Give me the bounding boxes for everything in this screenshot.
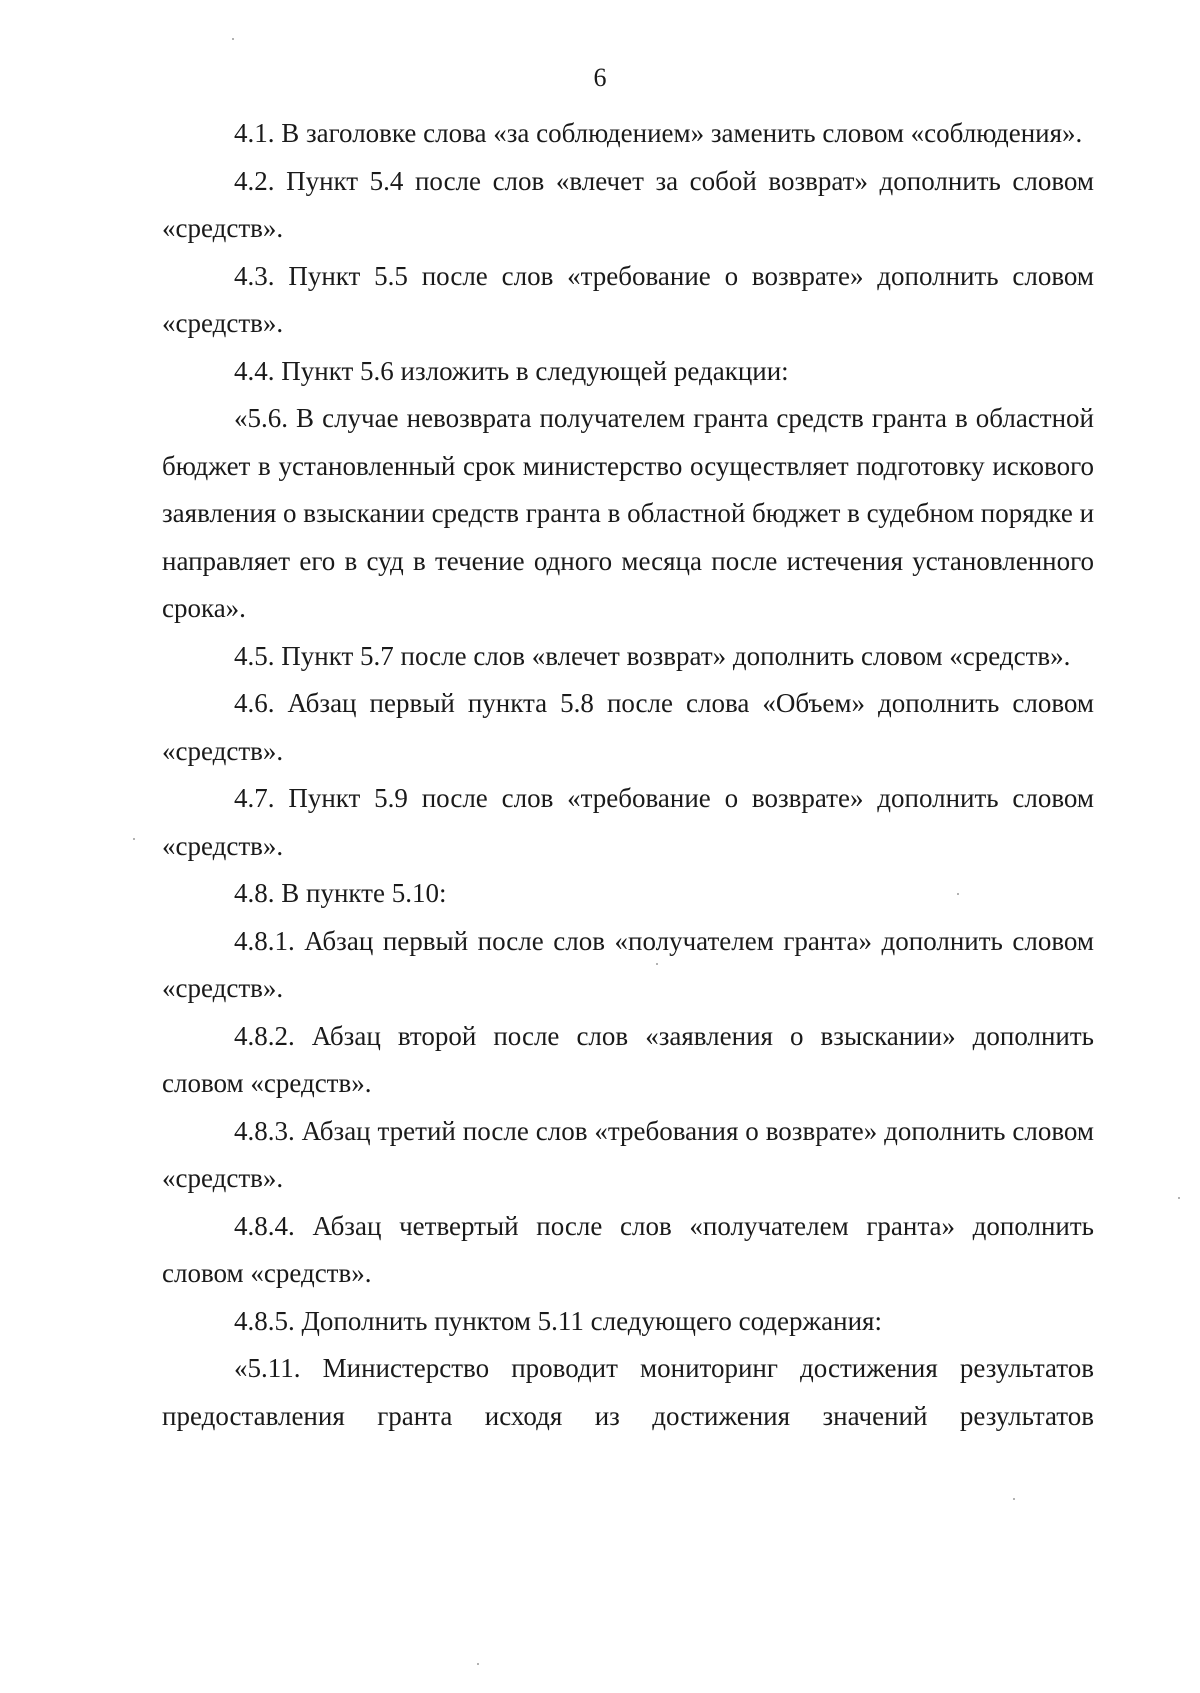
paragraph-4-5: 4.5. Пункт 5.7 после слов «влечет возврат» дополнить словом «средств». [234, 640, 1071, 671]
paragraph-4-8-1: 4.8.1. Абзац первый после слов «получателем гранта» дополнить словом «средств». [162, 925, 1094, 1003]
scan-speck [1178, 1197, 1180, 1199]
paragraph-4-6: 4.6. Абзац первый пункта 5.8 после слова «Объем» дополнить словом «средств». [162, 688, 1094, 766]
paragraph-4-7: 4.7. Пункт 5.9 после слов «требование о возврате» дополнить словом «средств». [162, 783, 1094, 861]
paragraph-4-2: 4.2. Пункт 5.4 после слов «влечет за собой возврат» дополнить словом «средств». [162, 165, 1094, 243]
paragraph-4-1: 4.1. В заголовке слова «за соблюдением» заменить словом «соблюдения». [234, 118, 1083, 148]
paragraph-4-8: 4.8. В пункте 5.10: [234, 878, 447, 908]
scan-speck [133, 838, 135, 840]
page-number: 6 [593, 63, 607, 92]
paragraph-4-8-4: 4.8.4. Абзац четвертый после слов «получателем гранта» дополнить словом «средств». [162, 1210, 1094, 1288]
scan-speck [1013, 1498, 1015, 1500]
paragraph-4-4: 4.4. Пункт 5.6 изложить в следующей редакции: [234, 355, 789, 386]
scan-speck [957, 893, 959, 895]
paragraph-4-8-3: 4.8.3. Абзац третий после слов «требования о возврате» дополнить словом «средств». [162, 1115, 1094, 1193]
scan-speck [477, 1663, 479, 1665]
document-body [162, 110, 1094, 1440]
paragraph-4-8-5: 4.8.5. Дополнить пунктом 5.11 следующего содержания: [234, 1305, 882, 1336]
paragraph-4-8-2: 4.8.2. Абзац второй после слов «заявления о взыскании» дополнить словом «средств». [162, 1020, 1094, 1098]
paragraph-4-3: 4.3. Пункт 5.5 после слов «требование о возврате» дополнить словом «средств». [162, 260, 1094, 338]
paragraph-quote-5-6: «5.6. В случае невозврата получателем гранта средств гранта в областной бюджет в установленный срок министерство осуществляет подготовку искового заявления о взыскании средств гранта в областной бюджет в судебном порядке и направляет его в суд в течение одного месяца после истечения установленного срока». [162, 403, 1095, 623]
paragraph-quote-5-11: «5.11. Министерство проводит мониторинг достижения результатов предоставления гранта исходя из достижения значений результатов [162, 1353, 1094, 1431]
scan-speck [656, 963, 658, 965]
scan-speck [232, 38, 234, 40]
